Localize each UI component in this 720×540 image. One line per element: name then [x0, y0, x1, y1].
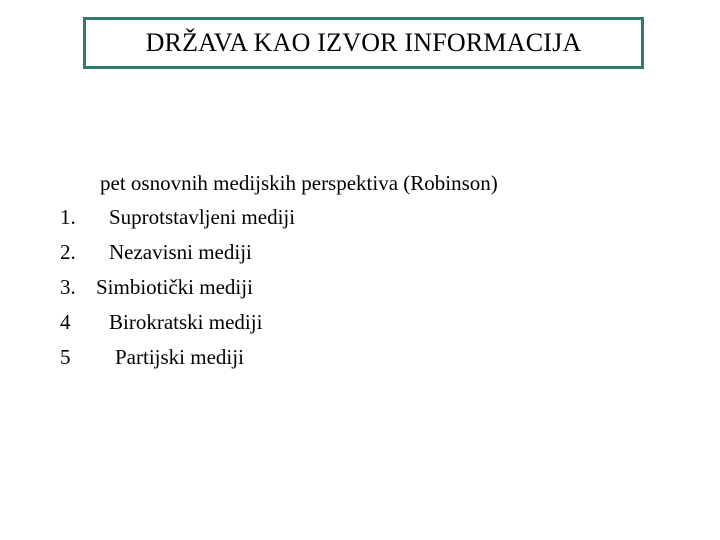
title-box [83, 17, 644, 69]
list-item-number: 4 [60, 310, 71, 334]
list-item-label: Suprotstavljeni mediji [109, 205, 296, 229]
slide-subtitle: pet osnovnih medijskih perspektiva (Robinson) [100, 171, 498, 195]
list-item-number: 2. [60, 240, 76, 264]
list-item-label: Simbiotički mediji [96, 275, 253, 299]
slide-title: DRŽAVA KAO IZVOR INFORMACIJA [145, 28, 582, 57]
list-item-number: 3. [60, 275, 76, 299]
list-item-label: Partijski mediji [115, 345, 244, 369]
list-item-number: 5 [60, 345, 71, 369]
list-item-number: 1. [60, 205, 76, 229]
list-item-label: Birokratski mediji [109, 310, 263, 334]
list-item-label: Nezavisni mediji [109, 240, 252, 264]
